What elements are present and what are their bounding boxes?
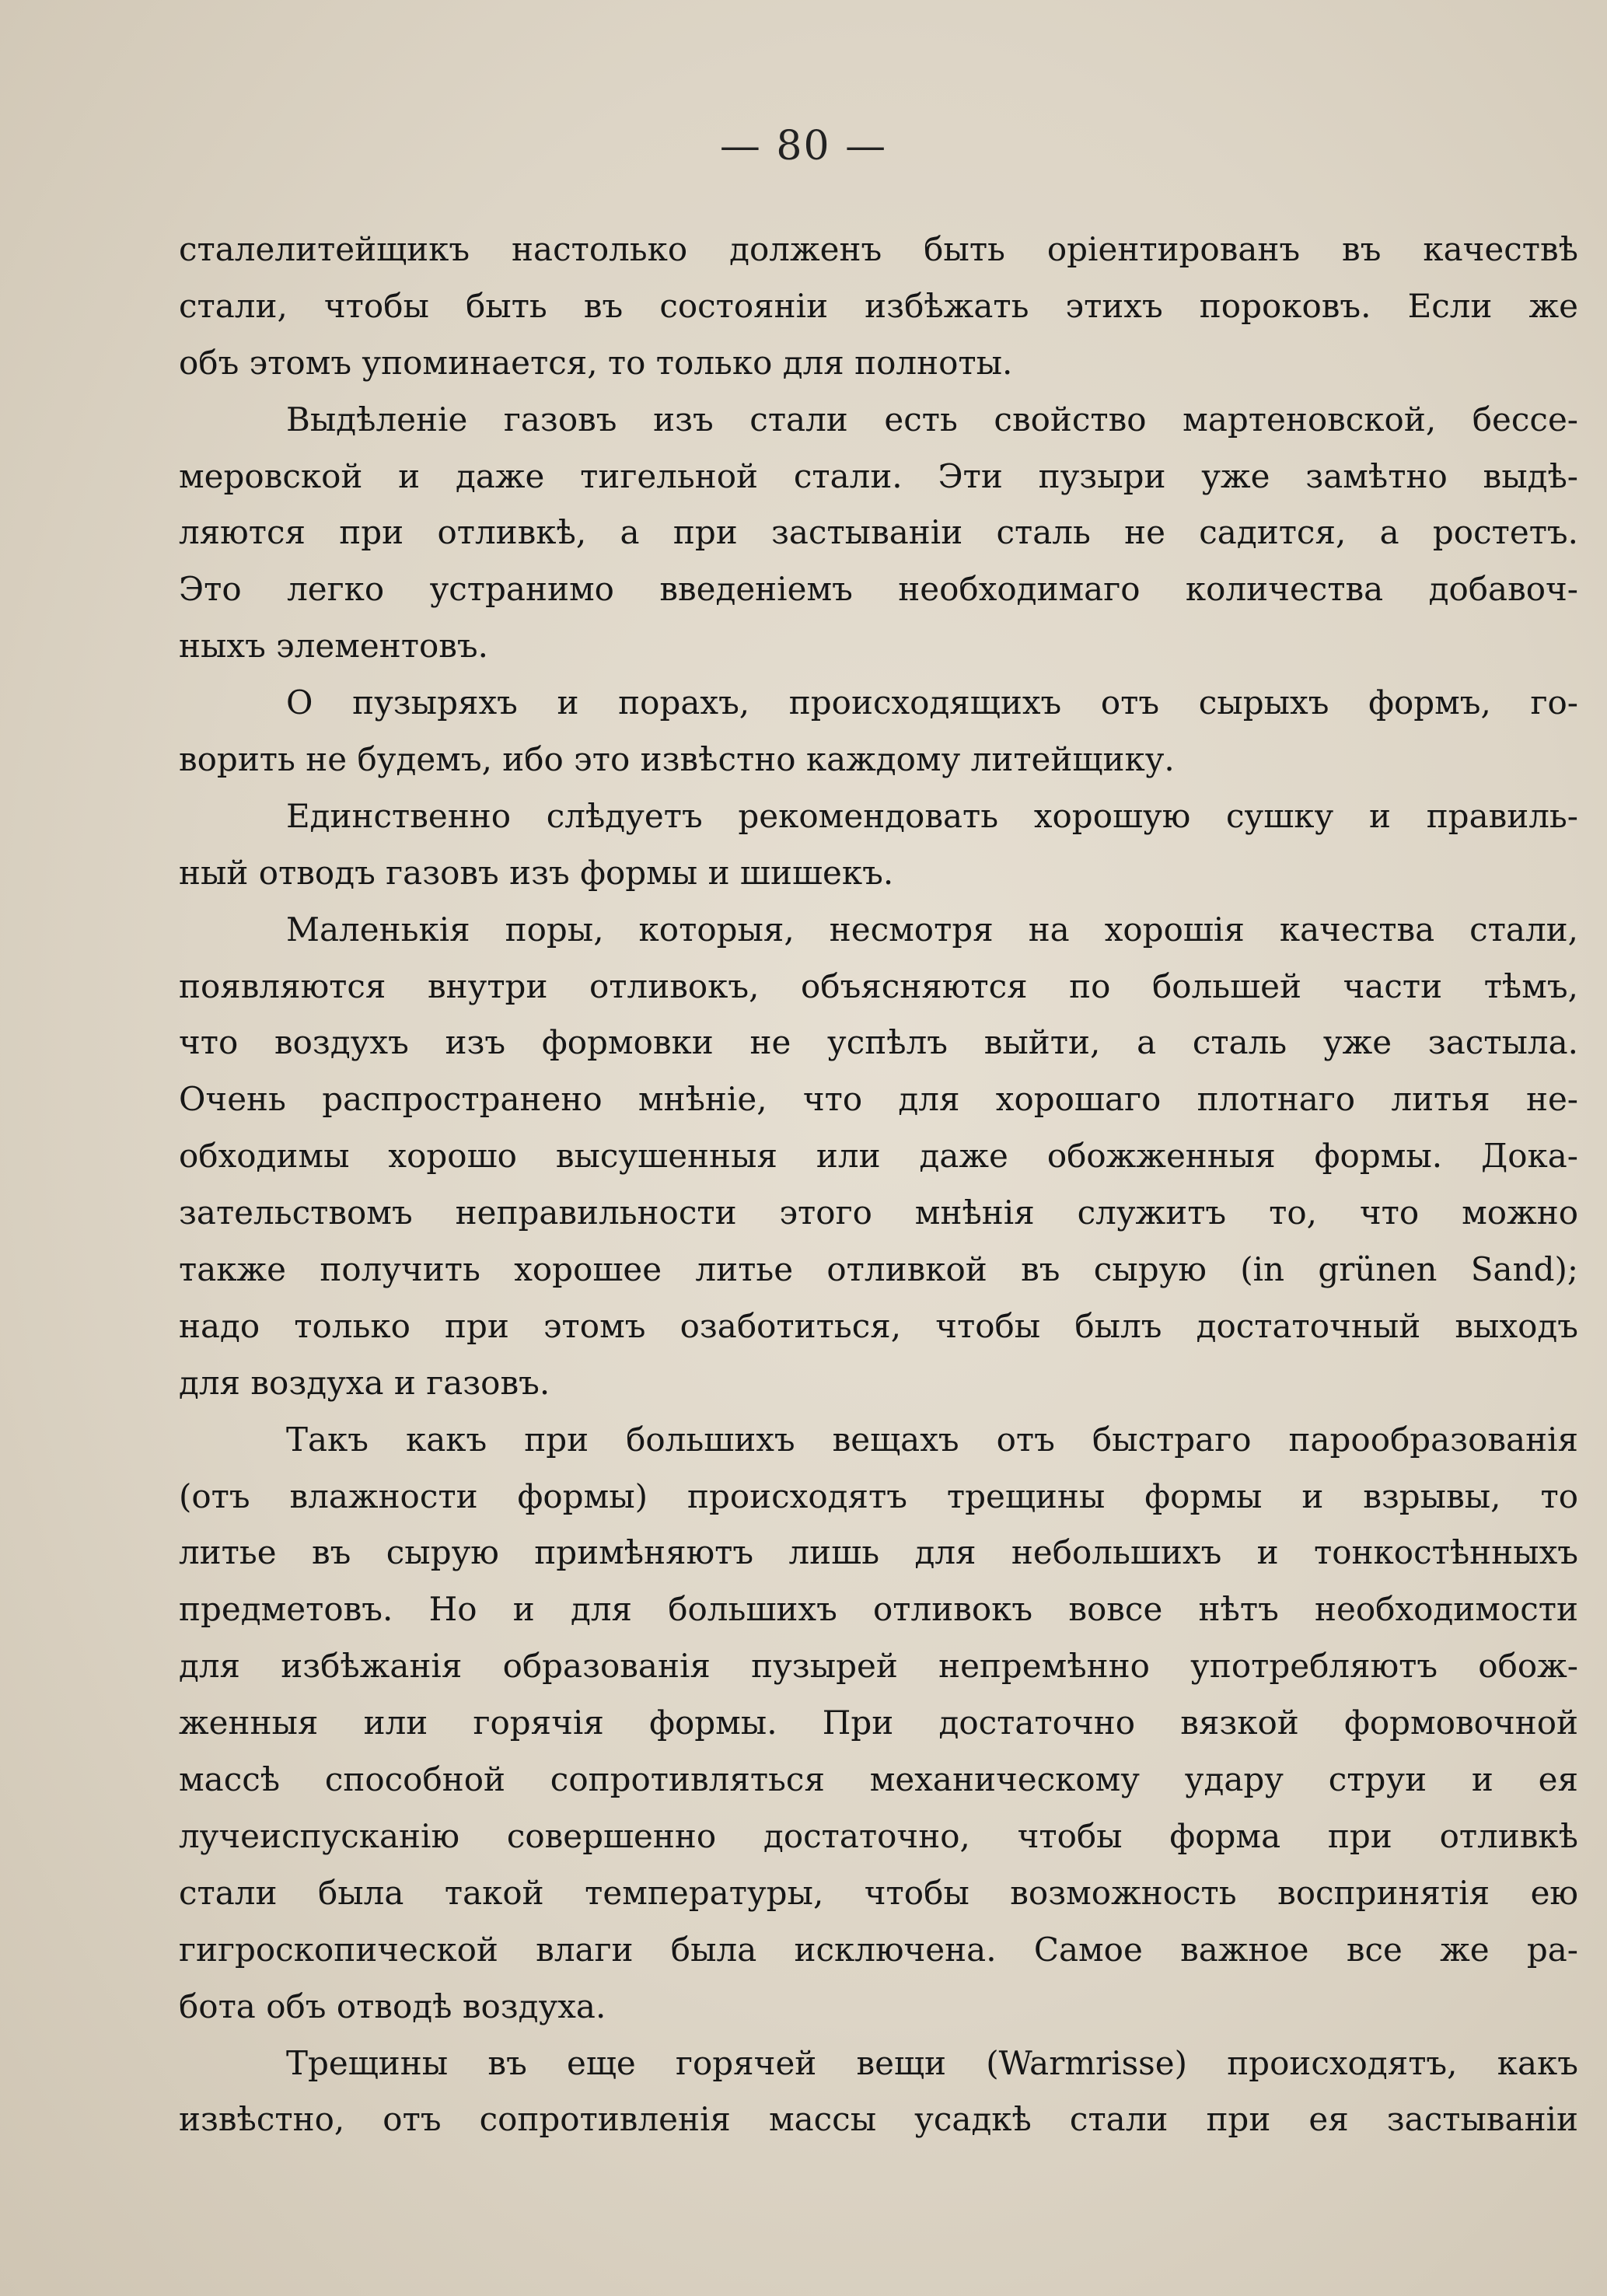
page-number: — 80 — xyxy=(719,123,888,169)
text-line: сталелитейщикъ настолько долженъ быть оріентированъ въ качествѣ xyxy=(179,230,1578,268)
text-line: предметовъ. Но и для большихъ отливокъ вовсе нѣтъ необходимости xyxy=(179,1590,1578,1629)
text-line: надо только при этомъ озаботиться, чтобы былъ достаточный выходъ xyxy=(179,1306,1578,1345)
body-text xyxy=(179,222,1578,2148)
text-line: стали, чтобы быть въ состояніи избѣжать этихъ пороковъ. Если же xyxy=(179,286,1578,325)
text-line: объ этомъ упоминается, то только для полноты. xyxy=(179,343,1013,382)
text-line: появляются внутри отливокъ, объясняются по большей части тѣмъ, xyxy=(179,966,1578,1005)
text-line: ляются при отливкѣ, а при застываніи сталь не садится, а ростетъ. xyxy=(179,513,1578,552)
text-line: Это легко устранимо введеніемъ необходимаго количества добавоч- xyxy=(179,570,1578,609)
text-line: для избѣжанія образованія пузырей непремѣнно употребляютъ обож- xyxy=(179,1647,1578,1686)
text-line: ный отводъ газовъ изъ формы и шишекъ. xyxy=(179,853,894,892)
text-line: ныхъ элементовъ. xyxy=(179,627,488,666)
text-line: стали была такой температуры, чтобы возможность воспринятія ею xyxy=(179,1873,1578,1912)
text-line: зательствомъ неправильности этого мнѣнія служитъ то, что можно xyxy=(179,1193,1578,1232)
text-line: лучеиспусканію совершенно достаточно, чтобы форма при отливкѣ xyxy=(179,1816,1578,1855)
text-line: обходимы хорошо высушенныя или даже обожженныя формы. Дока- xyxy=(179,1137,1578,1176)
text-line: женныя или горячія формы. При достаточно вязкой формовочной xyxy=(179,1704,1578,1742)
text-line: (отъ влажности формы) происходятъ трещины формы и взрывы, то xyxy=(179,1476,1578,1515)
text-line: массѣ способной сопротивляться механическому удару струи и ея xyxy=(179,1760,1578,1799)
text-line: Маленькія поры, которыя, несмотря на хорошія качества стали, xyxy=(286,910,1578,949)
text-line: Единственно слѣдуетъ рекомендовать хорошую сушку и правиль- xyxy=(286,796,1578,835)
text-line: меровской и даже тигельной стали. Эти пузыри уже замѣтно выдѣ- xyxy=(179,456,1578,495)
text-line: бота объ отводѣ воздуха. xyxy=(179,1987,606,2025)
text-line: также получить хорошее литье отливкой въ сырую (in grünen Sand); xyxy=(179,1250,1578,1289)
text-line: что воздухъ изъ формовки не успѣлъ выйти, а сталь уже застыла. xyxy=(179,1023,1578,1062)
text-line: ворить не будемъ, ибо это извѣстно каждому литейщику. xyxy=(179,740,1175,779)
text-line: Трещины въ еще горячей вещи (Warmrisse) происходятъ, какъ xyxy=(286,2043,1578,2082)
text-line: Такъ какъ при большихъ вещахъ отъ быстраго парообразованія xyxy=(286,1420,1578,1459)
text-line: Выдѣленіе газовъ изъ стали есть свойство мартеновской, бессе- xyxy=(286,400,1578,439)
text-line: для воздуха и газовъ. xyxy=(179,1363,550,1402)
text-line: Очень распространено мнѣніе, что для хорошаго плотнаго литья не- xyxy=(179,1080,1578,1119)
text-line: гигроскопической влаги была исключена. Самое важное все же ра- xyxy=(179,1930,1578,1969)
text-line: извѣстно, отъ сопротивленія массы усадкѣ стали при ея застываніи xyxy=(179,2100,1578,2139)
text-line: О пузыряхъ и порахъ, происходящихъ отъ сырыхъ формъ, го- xyxy=(286,683,1578,722)
text-line: литье въ сырую примѣняютъ лишь для небольшихъ и тонкостѣнныхъ xyxy=(179,1533,1578,1572)
